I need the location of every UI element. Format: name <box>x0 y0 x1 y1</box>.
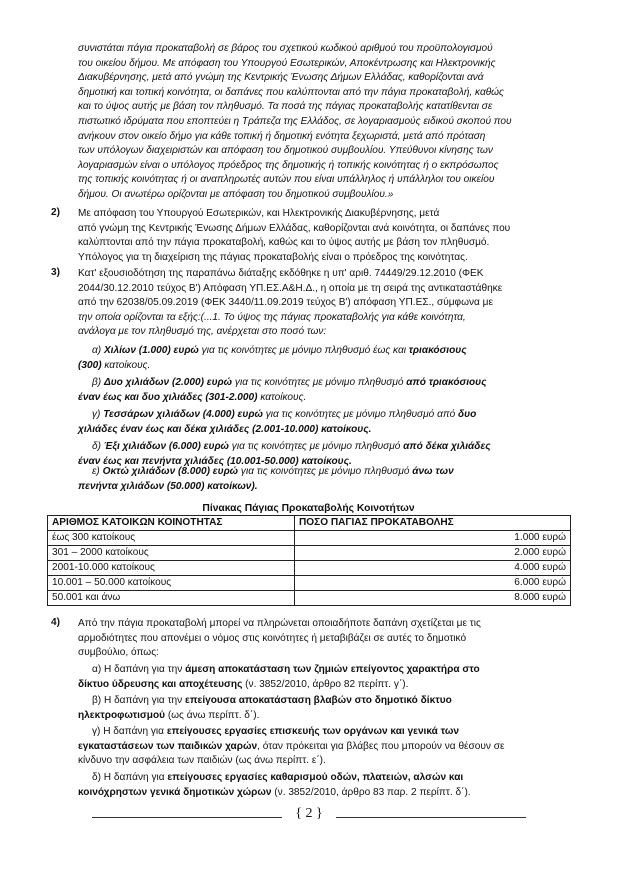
table-row <box>48 561 571 576</box>
item-4-c-cont2: κίνδυνο την ασφάλεια των παιδιών (ως άνω περίπτ. ε΄). <box>78 755 326 767</box>
item-2-line: από γνώμη της Κεντρικής Ένωσης Δήμων Ελλάδας, καθορίζονται ανά κοινότητα, οι δαπάνες που <box>78 222 511 234</box>
item-emphasis: άμεση αποκατάσταση των ζημιών επείγοντος χαρακτήρα στο <box>185 664 480 675</box>
table-row <box>48 531 571 546</box>
item-text: (ως άνω περίπτ. δ΄). <box>165 709 260 721</box>
item-4-d-cont <box>78 786 570 801</box>
tier-text: κατοίκους. <box>257 392 307 403</box>
table-cell-population: 2001-10.000 κατοίκους <box>48 561 295 576</box>
tier-range: δυο <box>458 409 477 420</box>
advance-table <box>47 515 571 606</box>
page-number <box>279 806 339 822</box>
item-4-c-cont <box>78 740 570 755</box>
item-text: (ν. 3852/2010, άρθρο 82 περίπτ. γ΄). <box>242 678 409 690</box>
table-cell-population: 50.001 και άνω <box>48 591 295 606</box>
table-cell-population: 301 – 2000 κατοίκους <box>48 546 295 561</box>
tier-text: κατοίκους. <box>101 360 151 371</box>
table-cell-population: έως 300 κατοίκους <box>48 531 295 546</box>
tier-range: από τριακόσιους <box>406 377 487 388</box>
tier-item <box>92 344 570 359</box>
intro-line: της τοπικής κοινότητας ή οι αναπληρωτές αυτών που είναι υπάλληλος ή υπάλληλοι του οικείου <box>78 174 495 186</box>
tier-range: από δέκα χιλιάδες <box>403 441 491 452</box>
table-row <box>48 591 571 606</box>
tier-range: άνω των <box>412 466 454 477</box>
table-header-cell: ΑΡΙΘΜΟΣ ΚΑΤΟΙΚΩΝ ΚΟΙΝΟΤΗΤΑΣ <box>48 516 295 531</box>
tier-prefix: ε) <box>92 466 103 477</box>
tier-text: για τις κοινότητες με μόνιμο πληθυσμό <box>238 466 413 477</box>
intro-line: συνιστάται πάγια προκαταβολή σε βάρος του σχετικού κωδικού αριθμού του προϋπολογισμού <box>78 43 493 54</box>
tier-amount: Έξι χιλιάδων (6.000) ευρώ <box>103 441 229 452</box>
tier-range: χιλιάδες έναν έως και δέκα χιλιάδες (2.001-10.000) κατοίκους. <box>78 424 372 435</box>
item-3-line: από την 62038/05.09.2019 (ΦΕΚ 3440/11.09.2019 τεύχος Β') απόφαση ΥΠ.ΕΣ., σύμφωνα με <box>78 297 493 309</box>
item-text: α) Η δαπάνη για την <box>92 664 186 675</box>
item-emphasis: δίκτυο ύδρευσης και αποχέτευσης <box>78 678 243 690</box>
intro-line: και το ύψος αυτής με βάση τον πληθυσμό. Τα ποσά της πάγιας προκαταβολής κατατίθενται σε <box>78 101 493 113</box>
item-4-number: 4) <box>51 617 60 628</box>
item-emphasis: επείγουσες εργασίες καθαρισμού οδών, πλατειών, αλσών και <box>167 772 464 783</box>
page-number-value: 2 <box>305 806 313 821</box>
tier-amount: Τεσσάρων χιλιάδων (4.000) ευρώ <box>103 409 263 420</box>
intro-line: Διακυβέρνησης, μετά από γνώμη της Κεντρικής Ένωσης Δήμων Ελλάδας, καθορίζονται ανά <box>78 72 484 84</box>
tier-item <box>92 465 570 480</box>
table-header-row <box>48 516 571 531</box>
item-4-line: Από την πάγια προκαταβολή μπορεί να πληρώνεται οποιαδήποτε δαπάνη σχετίζεται με τις <box>78 618 481 629</box>
item-4-line: συμβούλιο, όπως: <box>78 647 159 659</box>
tier-item <box>92 408 570 423</box>
tier-text: για τις κοινότητες με μόνιμο πληθυσμό από <box>262 409 459 420</box>
table-cell-amount: 1.000 ευρώ <box>295 531 571 546</box>
tier-text: για τις κοινότητες με μόνιμο πληθυσμό έως και <box>198 345 409 356</box>
table-caption: Πίνακας Πάγιας Προκαταβολής Κοινοτήτων <box>202 503 415 514</box>
intro-line: των υπόλογων διαχειριστών και απόφαση του δημοτικού συμβουλίου. Υπεύθυνοι κίνησης των <box>78 145 493 157</box>
table-header-cell: ΠΟΣΟ ΠΑΓΙΑΣ ΠΡΟΚΑΤΑΒΟΛΗΣ <box>295 516 571 531</box>
table-cell-amount: 6.000 ευρώ <box>295 576 571 591</box>
item-text: β) Η δαπάνη για την <box>92 695 186 706</box>
tier-range: πενήντα χιλιάδων (50.000) κατοίκων). <box>78 481 258 492</box>
intro-line: ανήκουν στον οικείο δήμο για κάθε τοπική ή δημοτική ενότητα ξεχωριστά, μετά από πρόταση <box>78 130 486 142</box>
item-4-b <box>92 694 570 709</box>
item-text: γ) Η δαπάνη για <box>92 726 167 737</box>
item-4-a <box>92 663 570 678</box>
table-cell-amount: 4.000 ευρώ <box>295 561 571 576</box>
table-cell-population: 10.001 – 50.000 κατοίκους <box>48 576 295 591</box>
brace-left-icon: { <box>295 806 302 821</box>
tier-item <box>92 376 570 391</box>
item-4-c <box>92 725 570 740</box>
intro-line: δήμου. Οι ανωτέρω ορίζονται με απόφαση του δημοτικού συμβουλίου.» <box>78 189 394 200</box>
tier-prefix: β) <box>92 377 104 388</box>
tier-item-cont <box>78 423 570 438</box>
tier-text: για τις κοινότητες με μόνιμο πληθυσμό <box>228 441 404 452</box>
tier-prefix: α) <box>92 345 104 356</box>
item-2-line: καλύπτονται από την πάγια προκαταβολή, καθώς και το ύψος αυτής με βάση τον πληθυσμό. <box>78 237 490 249</box>
tier-amount: Χιλίων (1.000) ευρώ <box>103 345 199 356</box>
item-emphasis: εγκαταστάσεων των παιδικών χαρών <box>78 740 258 752</box>
tier-range: τριακόσιους <box>408 345 467 356</box>
intro-line: λογαριασμών είναι ο υπόλογος πρόεδρος της δημοτικής ή τοπικής κοινότητας ή ο εκπρόσωπος <box>78 159 499 171</box>
item-emphasis: επείγουσα αποκατάσταση βλαβών στο δημοτικό δίκτυο <box>185 695 452 706</box>
footer-rule-left <box>92 817 282 818</box>
item-text: (ν. 3852/2010, άρθρο 83 παρ. 2 περίπτ. δ΄). <box>271 786 471 798</box>
item-4-b-cont <box>78 709 570 724</box>
footer-rule-right <box>336 817 526 818</box>
item-2-number: 2) <box>51 207 60 218</box>
item-4-d <box>92 771 570 786</box>
item-3-number: 3) <box>51 267 60 278</box>
item-emphasis: κοινόχρηστων γενικά δημοτικών χώρων <box>78 786 272 798</box>
tier-text: για τις κοινότητες με μόνιμο πληθυσμό <box>232 377 407 388</box>
tier-item-cont <box>78 480 570 495</box>
tier-prefix: γ) <box>92 409 104 420</box>
item-emphasis: επείγουσες εργασίες επισκευής των οργάνων και γενικά των <box>166 726 460 737</box>
item-3-line: ανάλογα με τον πληθυσμό της, ανέρχεται στο ποσό των: <box>78 326 327 338</box>
intro-line: πιστωτικό ιδρύματα που εποπτεύει η Τράπεζα της Ελλάδος, σε λογαριασμούς ειδικού σκοπού που <box>78 116 512 127</box>
item-2-line: Υπόλογος για τη διαχείριση της πάγιας προκαταβολής είναι ο πρόεδρος της κοινότητας. <box>78 251 468 263</box>
item-emphasis: ηλεκτροφωτισμού <box>78 709 166 721</box>
tier-amount: Οκτώ χιλιάδων (8.000) ευρώ <box>102 466 239 477</box>
tier-range: έναν έως και δυο χιλιάδες (301-2.000) <box>78 392 258 403</box>
item-3-line: Κατ' εξουσιοδότηση της παραπάνω διάταξης εκδόθηκε η υπ' αριθ. 74449/29.12.2010 (ΦΕΚ <box>78 268 484 279</box>
brace-right-icon: } <box>316 806 323 821</box>
item-3-line: την οποία ορίζονται τα εξής:(...1. Το ύψος της πάγιας προκαταβολής για κάθε κοινότητα, <box>78 311 466 323</box>
tier-amount: Δυο χιλιάδων (2.000) ευρώ <box>103 377 233 388</box>
item-text: , όταν πρόκειται για βλάβες που μπορούν να θέσουν σε <box>257 740 505 752</box>
intro-line: δημοτική και τοπική κοινότητα, οι δαπάνες που καλύπτονται από την πάγια προκαταβολή, καθώς <box>78 86 504 98</box>
table-cell-amount: 2.000 ευρώ <box>295 546 571 561</box>
tier-range: (300) <box>78 360 102 371</box>
table-row <box>48 576 571 591</box>
item-4-a-cont <box>78 678 570 693</box>
tier-prefix: δ) <box>92 441 104 452</box>
tier-item-cont <box>78 391 570 406</box>
item-4-line: αρμοδιότητες που απονέμει ο νόμος στις κοινότητες ή μεταβιβάζει σε αυτές το δημοτικό <box>78 632 467 644</box>
tier-item-cont <box>78 359 570 374</box>
item-3-line: 2044/30.12.2010 τεύχος Β') Απόφαση ΥΠ.ΕΣ.Α&Η.Δ., η οποία με τη σειρά της αντικαταστάθηκε <box>78 282 503 294</box>
item-text: δ) Η δαπάνη για <box>92 772 168 783</box>
tier-item <box>92 440 570 455</box>
table-cell-amount: 8.000 ευρώ <box>295 591 571 606</box>
table-row <box>48 546 571 561</box>
intro-line: του οικείου δήμου. Με απόφαση του Υπουργού Εσωτερικών, Αποκέντρωσης και Ηλεκτρονικής <box>78 57 496 69</box>
tier-range: έναν έως και πενήντα χιλιάδες (10.001-50.000) κατοίκους. <box>78 456 352 467</box>
item-2-line: Με απόφαση του Υπουργού Εσωτερικών, και Ηλεκτρονικής Διακυβέρνησης, μετά <box>78 208 440 219</box>
